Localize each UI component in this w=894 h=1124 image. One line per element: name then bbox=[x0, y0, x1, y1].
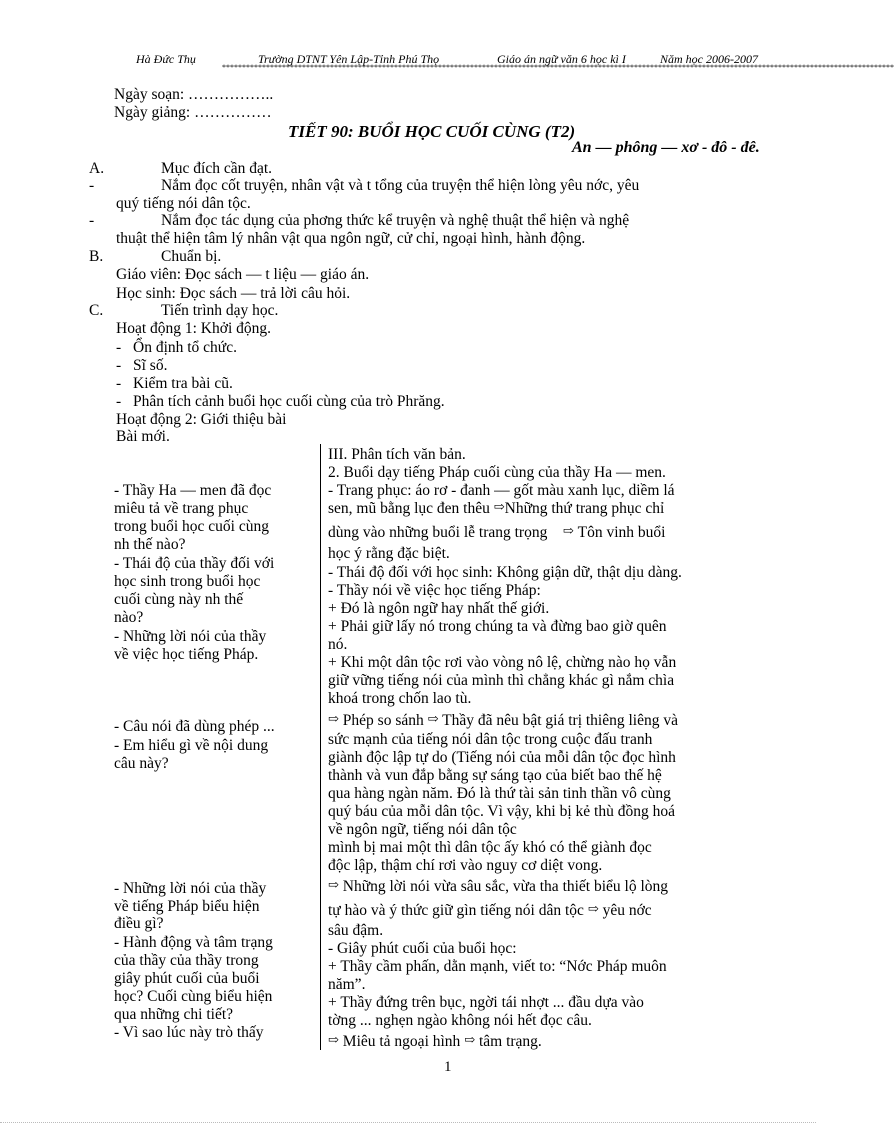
answer-line: - Trang phục: áo rơ - đanh — gốt màu xanh lục, diềm lá bbox=[328, 482, 675, 499]
answer-text: Miêu tả ngoại hình bbox=[342, 1033, 461, 1050]
dash: - bbox=[116, 393, 122, 410]
answer-line: quý báu của mỗi dân tộc. Vì vậy, khi bị kẻ thù đồng hoá bbox=[328, 803, 675, 820]
section-b-label: B. bbox=[89, 248, 104, 265]
answer-line: về ngôn ngữ, tiếng nói dân tộc bbox=[328, 821, 517, 838]
question-line: miêu tả về trang phục bbox=[114, 500, 249, 517]
question-line: - Em hiểu gì về nội dung bbox=[114, 737, 269, 754]
question-line: - Những lời nói của thầy bbox=[114, 628, 267, 645]
header-year: Năm học 2006-2007 bbox=[660, 52, 758, 66]
arrow-icon: ⇨ bbox=[464, 1032, 476, 1047]
question-line: điều gì? bbox=[114, 915, 164, 932]
question-line: qua những chi tiết? bbox=[114, 1006, 234, 1023]
answer-line bbox=[328, 902, 652, 920]
arrow-icon: ⇨ bbox=[493, 499, 505, 514]
answer-text: Những thứ trang phục chỉ bbox=[504, 500, 665, 517]
answer-line bbox=[328, 500, 664, 518]
activity-1: Hoạt động 1: Khởi động. bbox=[116, 320, 272, 337]
answer-line: mình bị mai một thì dân tộc ấy khó có thể giành đọc bbox=[328, 839, 652, 856]
arrow-icon: ⇨ bbox=[328, 711, 339, 726]
section-c-title: Tiến trình dạy học. bbox=[161, 302, 279, 319]
answer-line: học ý rằng đặc biệt. bbox=[328, 545, 450, 562]
answer-text: yêu nớc bbox=[602, 902, 652, 919]
answer-line: qua hàng ngàn năm. Đó là thứ tài sản tinh thần vô cùng bbox=[328, 785, 671, 802]
arrow-icon: ⇨ bbox=[587, 901, 599, 916]
answer-line bbox=[328, 712, 678, 730]
answer-line: + Khi một dân tộc rơi vào vòng nô lệ, chừng nào họ vẫn bbox=[328, 654, 677, 671]
answer-line: sức mạnh của tiếng nói dân tộc trong cuộc đấu tranh bbox=[328, 731, 653, 748]
question-line: - Vì sao lúc này trò thấy bbox=[114, 1024, 264, 1041]
arrow-icon: ⇨ bbox=[328, 877, 339, 892]
question-line: học? Cuối cùng biểu hiện bbox=[114, 988, 273, 1005]
question-line: - Thầy Ha — men đã đọc bbox=[114, 482, 272, 499]
column-divider bbox=[320, 444, 321, 1050]
section-a-item1-cont: quý tiếng nói dân tộc. bbox=[116, 195, 251, 212]
question-line: học sinh trong buổi học bbox=[114, 573, 261, 590]
section-b-student: Học sinh: Đọc sách — trả lời câu hỏi. bbox=[116, 285, 351, 302]
dash: - bbox=[89, 177, 95, 194]
activity-1-item: Ổn định tổ chức. bbox=[133, 339, 237, 356]
activity-1-item: Sĩ số. bbox=[133, 357, 168, 374]
page-number: 1 bbox=[444, 1059, 452, 1075]
answer-line: 2. Buổi dạy tiếng Pháp cuối cùng của thầy Ha — men. bbox=[328, 464, 666, 481]
section-a-item2-cont: thuật thể hiện tâm lý nhân vật qua ngôn ngữ, cử chỉ, ngoại hình, hành động. bbox=[116, 230, 586, 247]
answer-line: + Phải giữ lấy nó trong chúng ta và đừng bao giờ quên bbox=[328, 618, 667, 635]
date-giang: Ngày giảng: …………… bbox=[114, 104, 272, 121]
answer-line: nó. bbox=[328, 636, 348, 653]
question-line: - Hành động và tâm trạng bbox=[114, 934, 273, 951]
header-author: Hà Đức Thụ bbox=[136, 52, 196, 66]
story-author: An — phông — xơ - đô - đê. bbox=[572, 139, 760, 156]
answer-text: sen, mũ bằng lục đen thêu bbox=[328, 500, 490, 517]
section-c-label: C. bbox=[89, 302, 104, 319]
activity-1-item: Kiểm tra bài cũ. bbox=[133, 375, 233, 392]
lesson-title: TIẾT 90: BUỔI HỌC CUỐI CÙNG (T2) bbox=[288, 122, 576, 141]
answer-line bbox=[328, 524, 665, 542]
dash: - bbox=[116, 357, 122, 374]
answer-line: - Giây phút cuối của buổi học: bbox=[328, 940, 517, 957]
question-line: trong buổi học cuối cùng bbox=[114, 518, 269, 535]
new-lesson: Bài mới. bbox=[116, 428, 170, 445]
question-line: về việc học tiếng Pháp. bbox=[114, 646, 259, 663]
answer-line bbox=[328, 1033, 542, 1051]
question-line: nào? bbox=[114, 609, 144, 626]
answer-line: + Thầy đứng trên bục, ngời tái nhợt ... đầu dựa vào bbox=[328, 994, 644, 1011]
answer-line: giành độc lập tự do (Tiếng nói của mỗi dân tộc đọc hình bbox=[328, 749, 676, 766]
answer-line: - Thái độ đối với học sinh: Không giận dữ, thật dịu dàng. bbox=[328, 564, 682, 581]
question-line: câu này? bbox=[114, 755, 169, 772]
answer-line bbox=[328, 878, 668, 896]
answer-text: Phép so sánh bbox=[342, 712, 424, 729]
answer-line: độc lập, thậm chí rơi vào nguy cơ diệt vong. bbox=[328, 857, 603, 874]
answer-line: - Thầy nói về việc học tiếng Pháp: bbox=[328, 582, 541, 599]
arrow-icon: ⇨ bbox=[328, 1032, 339, 1047]
header-separator: ************************************************************************************************************************************************************************ bbox=[222, 63, 894, 72]
answer-line: giữ vững tiếng nói của mình thì chẳng khác gì nắm chìa bbox=[328, 672, 675, 689]
answer-line: + Đó là ngôn ngữ hay nhất thế giới. bbox=[328, 600, 550, 617]
answer-line: thành và vun đắp bằng sự sáng tạo của biết bao thế hệ bbox=[328, 767, 662, 784]
answer-text: dùng vào những buổi lễ trang trọng bbox=[328, 524, 548, 541]
activity-2: Hoạt động 2: Giới thiệu bài bbox=[116, 411, 287, 428]
answer-line: sâu đậm. bbox=[328, 922, 384, 939]
section-b-teacher: Giáo viên: Đọc sách — t liệu — giáo án. bbox=[116, 266, 370, 283]
question-line: giây phút cuối của buổi bbox=[114, 970, 260, 987]
header-school: Trường DTNT Yên Lập-Tỉnh Phú Thọ bbox=[258, 52, 440, 66]
section-a-item1: Nắm đọc cốt truyện, nhân vật và t tổng của truyện thể hiện lòng yêu nớc, yêu bbox=[161, 177, 640, 194]
section-b-title: Chuẩn bị. bbox=[161, 248, 222, 265]
dash: - bbox=[89, 212, 95, 229]
question-line: - Những lời nói của thầy bbox=[114, 880, 267, 897]
answer-text: Tôn vinh buổi bbox=[577, 524, 666, 541]
question-line: - Thái độ của thầy đối với bbox=[114, 555, 275, 572]
section-a-title: Mục đích cần đạt. bbox=[161, 160, 273, 177]
date-soan: Ngày soạn: …………….. bbox=[114, 86, 274, 103]
question-line: của thầy của thầy trong bbox=[114, 952, 259, 969]
answer-text: Những lời nói vừa sâu sắc, vừa tha thiết biểu lộ lòng bbox=[342, 878, 669, 895]
question-line: về tiếng Pháp biểu hiện bbox=[114, 898, 260, 915]
question-line: - Câu nói đã dùng phép ... bbox=[114, 718, 275, 735]
answer-text: tự hào và ý thức giữ gìn tiếng nói dân tộc bbox=[328, 902, 584, 919]
question-line: cuối cùng này nh thế bbox=[114, 591, 244, 608]
answer-line: III. Phân tích văn bản. bbox=[328, 446, 466, 463]
header-subject: Giáo án ngữ văn 6 học kì I bbox=[497, 52, 626, 66]
answer-line: tờng ... nghẹn ngào không nói hết đọc câu. bbox=[328, 1012, 592, 1029]
answer-text: Thầy đã nêu bật giá trị thiêng liêng và bbox=[442, 712, 678, 729]
section-a-label: A. bbox=[89, 160, 105, 177]
dash: - bbox=[116, 339, 122, 356]
answer-line: khoá trong chốn lao tù. bbox=[328, 690, 472, 707]
activity-1-item: Phân tích cảnh buổi học cuối cùng của trò Phrăng. bbox=[133, 393, 445, 410]
dash: - bbox=[116, 375, 122, 392]
answer-line: + Thầy cầm phấn, dằn mạnh, viết to: “Nớc Pháp muôn bbox=[328, 958, 667, 975]
question-line: nh thế nào? bbox=[114, 536, 186, 553]
section-a-item2: Nắm đọc tác dụng của phơng thức kể truyện và nghệ thuật thể hiện và nghệ bbox=[161, 212, 630, 229]
answer-text: tâm trạng. bbox=[478, 1033, 542, 1050]
arrow-icon: ⇨ bbox=[562, 523, 574, 538]
answer-line: năm”. bbox=[328, 976, 366, 993]
arrow-icon: ⇨ bbox=[427, 711, 439, 726]
